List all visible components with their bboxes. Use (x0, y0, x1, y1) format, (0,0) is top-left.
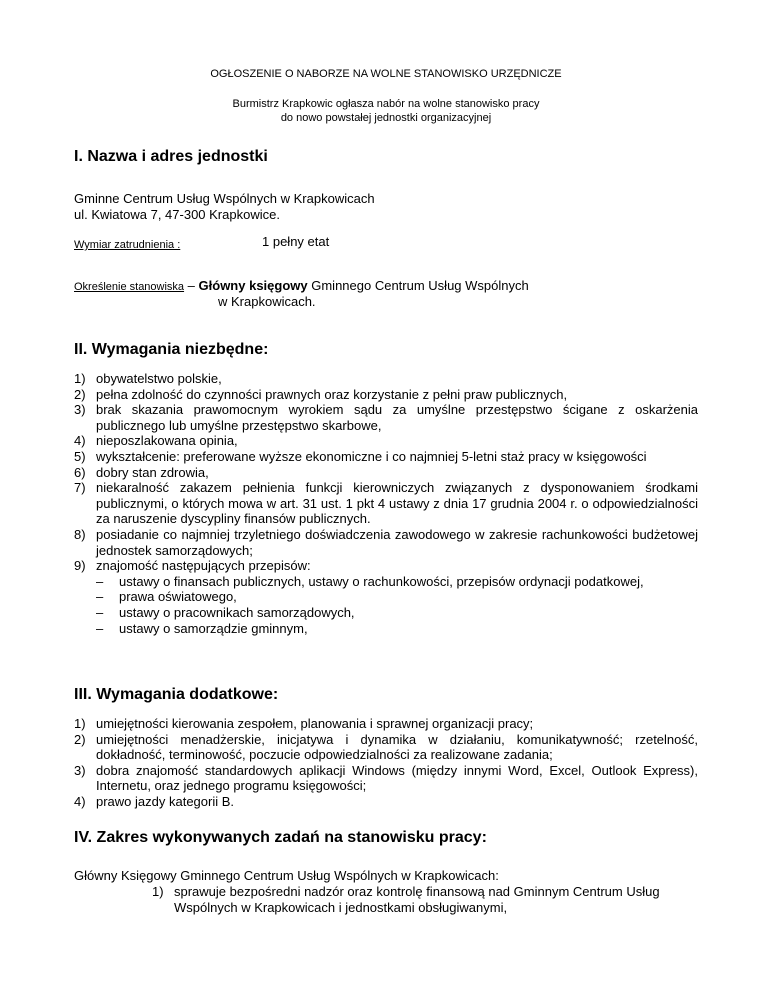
duties-list (74, 884, 698, 915)
position-label: Określenie stanowiska (74, 281, 185, 293)
list-item: 4) nieposzlakowana opinia, (74, 433, 238, 449)
position-row (74, 278, 529, 293)
list-item: 8) posiadanie co najmniej trzyletniego doświadczenia zawodowego w zakresie rachunkowości budżetowej jednostek samorządowych; (74, 526, 698, 558)
employment-value: 1 pełny etat (262, 234, 330, 249)
document-title: OGŁOSZENIE O NABORZE NA WOLNE STANOWISKO URZĘDNICZE (210, 68, 562, 80)
section-4-heading: IV. Zakres wykonywanych zadań na stanowisku pracy: (74, 829, 487, 846)
list-item: 2) pełna zdolność do czynności prawnych oraz korzystanie z pełni praw publicznych, (74, 386, 568, 402)
list-item: 3) dobra znajomość standardowych aplikacji Windows (między innymi Word, Excel, Outlook Express), Internetu, oraz jednego programu księgowości; (74, 762, 698, 794)
requirements-list (74, 371, 698, 636)
list-item: 1) umiejętności kierowania zespołem, planowania i sprawnej organizacji pracy; (74, 716, 534, 731)
sub-list-item: – ustawy o pracownikach samorządowych, (96, 604, 355, 620)
sub-list-item: – prawa oświatowego, (96, 589, 237, 605)
position-rest: Gminnego Centrum Usług Wspólnych (307, 278, 529, 293)
position-dash: – (184, 278, 199, 293)
position-line-2: w Krapkowicach. (218, 294, 316, 309)
additional-requirements-list (74, 716, 698, 810)
intro-line-1: Burmistrz Krapkowic ogłasza nabór na wolne stanowisko pracy (232, 98, 540, 110)
list-item: 7) niekaralność zakazem pełnienia funkcji kierowniczych związanych z dysponowaniem środkami publicznymi, o których mowa w art. 31 ust. 1 pkt 4 ustawy z dnia 17 grudnia 2004 r. o odpowiedzialności za naruszenie dyscypliny finansów publicznych. (74, 480, 698, 527)
sub-list-item: – ustawy o finansach publicznych, ustawy o rachunkowości, przepisów ordynacji podatkowej, (96, 573, 644, 589)
unit-name: Gminne Centrum Usług Wspólnych w Krapkowicach (74, 191, 375, 206)
employment-label: Wymiar zatrudnienia : (74, 239, 181, 251)
unit-address: ul. Kwiatowa 7, 47-300 Krapkowice. (74, 207, 280, 222)
list-item: 2) umiejętności menadżerskie, inicjatywa i dynamika w działaniu, komunikatywność; rzetelność, dokładność, terminowość, poczucie odpowiedzialności za realizowane zadania; (74, 731, 698, 763)
section-3-heading: III. Wymagania dodatkowe: (74, 686, 279, 703)
list-item: 5) wykształcenie: preferowane wyższe ekonomiczne i co najmniej 5-letni staż pracy w księgowości (74, 448, 647, 464)
list-item: 4) prawo jazdy kategorii B. (74, 793, 235, 809)
list-item: 6) dobry stan zdrowia, (74, 464, 209, 480)
section-2-heading: II. Wymagania niezbędne: (74, 341, 269, 358)
position-title: Główny księgowy (198, 278, 308, 293)
sub-list-item: – ustawy o samorządzie gminnym, (96, 620, 308, 636)
list-item: 9) znajomość następujących przepisów: (74, 558, 311, 574)
list-item: 3) brak skazania prawomocnym wyrokiem sądu za umyślne przestępstwo ścigane z oskarżenia publicznego lub umyślne przestępstwo skarbowe, (74, 402, 698, 433)
section-1-heading: I. Nazwa i adres jednostki (74, 148, 268, 165)
list-item: 1) sprawuje bezpośredni nadzór oraz kontrolę finansową nad Gminnym Centrum Usług Wspólnych w Krapkowicach i jednostkami obsługiwanymi, (152, 884, 660, 915)
list-item: 1) obywatelstwo polskie, (74, 371, 222, 386)
intro-line-2: do nowo powstałej jednostki organizacyjnej (280, 112, 492, 124)
employment-row (74, 236, 180, 251)
duties-intro: Główny Księgowy Gminnego Centrum Usług Wspólnych w Krapkowicach: (74, 868, 499, 883)
